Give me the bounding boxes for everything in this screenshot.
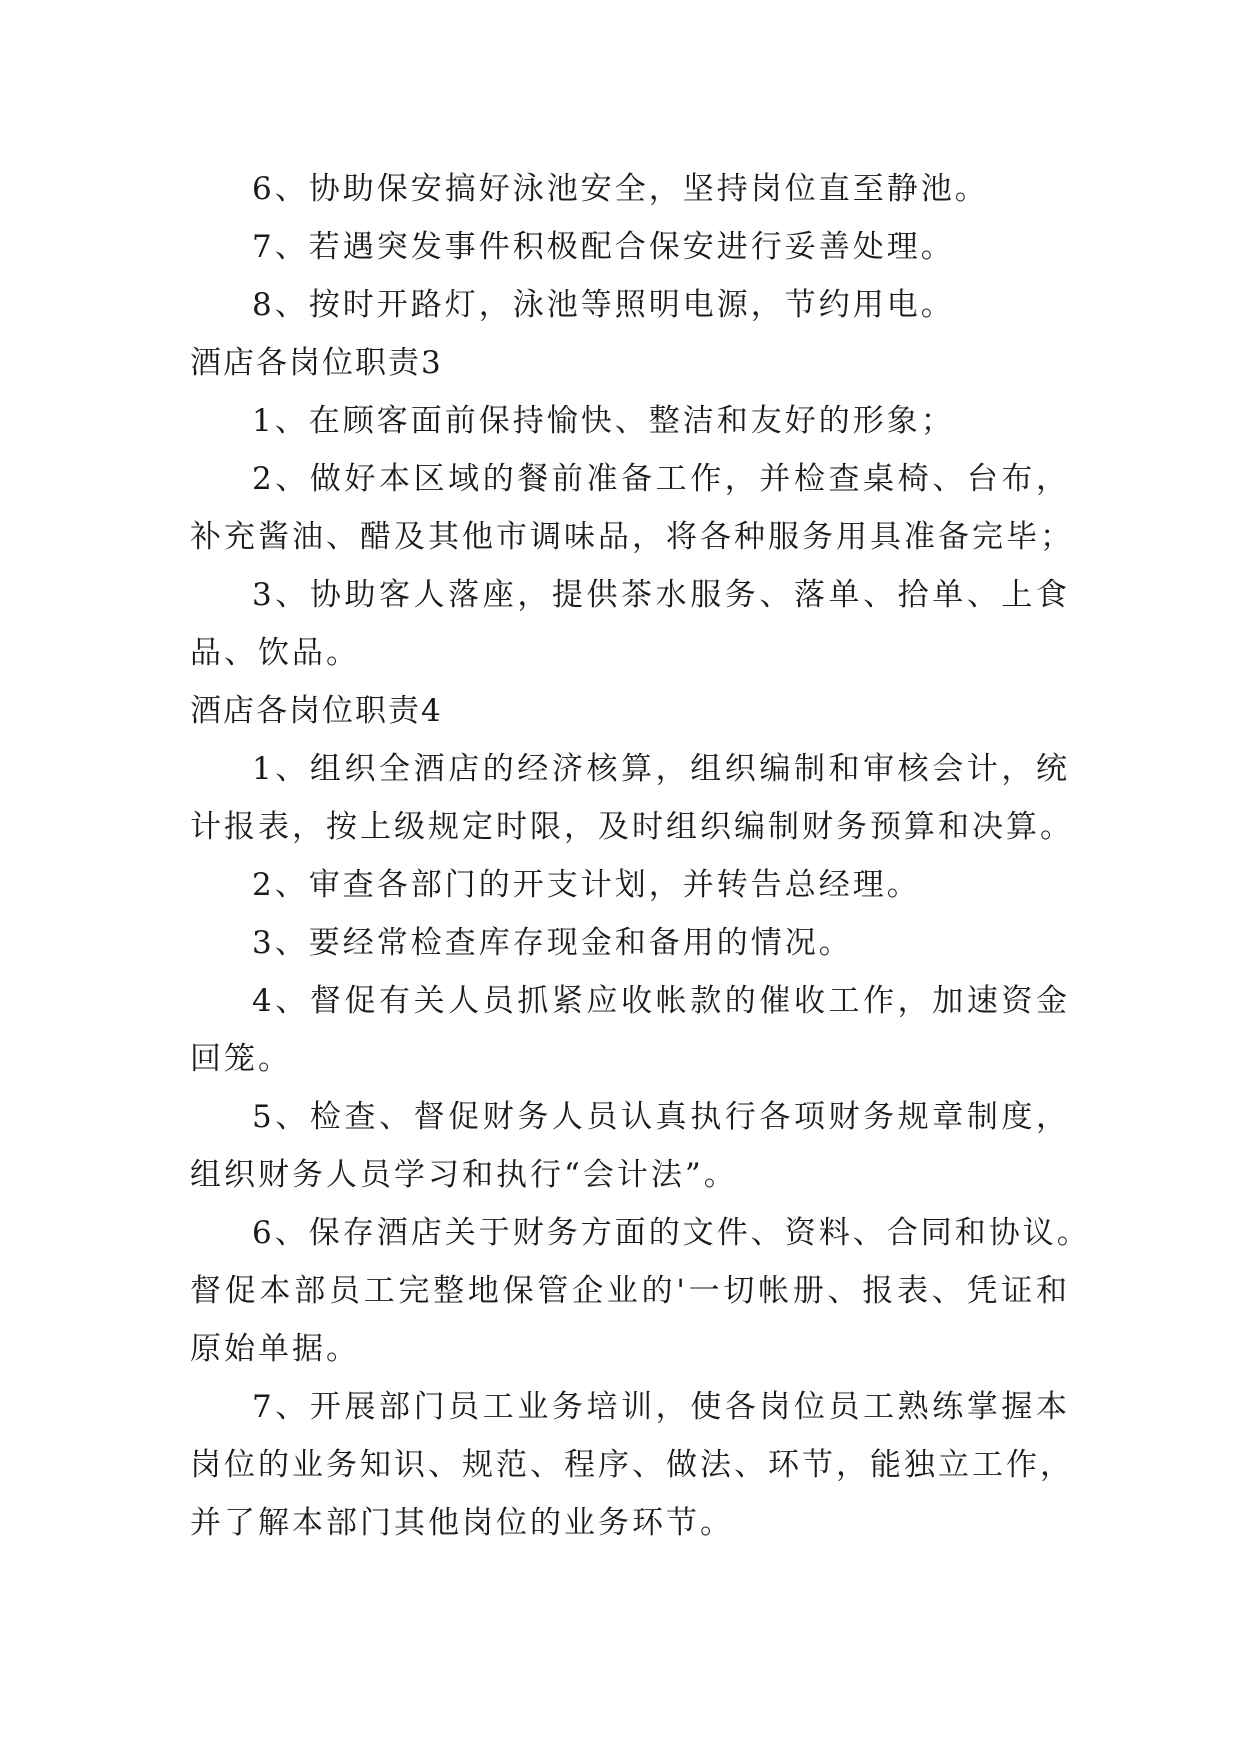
text-line: 7、若遇突发事件积极配合保安进行妥善处理。 <box>252 229 955 265</box>
text-line: 酒店各岗位职责4 <box>190 693 443 729</box>
text-line: 8、按时开路灯，泳池等照明电源，节约用电。 <box>252 287 955 323</box>
text-line: 1、组织全酒店的经济核算，组织编制和审核会计，统 <box>252 751 1070 787</box>
text-line: 3、协助客人落座，提供茶水服务、落单、拾单、上食 <box>252 577 1070 613</box>
text-line: 计报表，按上级规定时限，及时组织编制财务预算和决算。 <box>190 809 1074 845</box>
paragraph <box>190 856 1070 914</box>
paragraph <box>190 566 1070 682</box>
paragraph <box>190 218 1070 276</box>
text-line: 品、饮品。 <box>190 635 360 671</box>
paragraph <box>190 1204 1091 1378</box>
text-line: 6、保存酒店关于财务方面的文件、资料、合同和协议。 <box>252 1215 1091 1251</box>
text-line: 回笼。 <box>190 1041 292 1077</box>
section-heading <box>190 334 1070 392</box>
paragraph <box>190 972 1070 1088</box>
text-line: 7、开展部门员工业务培训，使各岗位员工熟练掌握本 <box>252 1389 1070 1425</box>
text-line: 补充酱油、醋及其他市调味品，将各种服务用具准备完毕； <box>190 519 1074 555</box>
paragraph <box>190 1378 1074 1552</box>
section-heading <box>190 682 1070 740</box>
text-line: 1、在顾客面前保持愉快、整洁和友好的形象； <box>252 403 955 439</box>
text-line: 督促本部员工完整地保管企业的'一切帐册、报表、凭证和 <box>190 1273 1070 1309</box>
text-line: 酒店各岗位职责3 <box>190 345 443 381</box>
text-line: 6、协助保安搞好泳池安全，坚持岗位直至静池。 <box>252 171 989 207</box>
text-line: 组织财务人员学习和执行“会计法”。 <box>190 1157 738 1193</box>
text-line: 4、督促有关人员抓紧应收帐款的催收工作，加速资金 <box>252 983 1070 1019</box>
paragraph <box>190 914 1070 972</box>
paragraph <box>190 1088 1070 1204</box>
paragraph <box>190 160 1070 218</box>
document-body <box>190 160 1091 1552</box>
text-line: 岗位的业务知识、规范、程序、做法、环节，能独立工作， <box>190 1447 1074 1483</box>
text-line: 2、审查各部门的开支计划，并转告总经理。 <box>252 867 921 903</box>
paragraph <box>190 740 1074 856</box>
paragraph <box>190 392 1070 450</box>
paragraph <box>190 276 1070 334</box>
paragraph <box>190 450 1074 566</box>
text-line: 5、检查、督促财务人员认真执行各项财务规章制度， <box>252 1099 1070 1135</box>
text-line: 2、做好本区域的餐前准备工作，并检查桌椅、台布， <box>252 461 1070 497</box>
text-line: 3、要经常检查库存现金和备用的情况。 <box>252 925 853 961</box>
text-line: 并了解本部门其他岗位的业务环节。 <box>190 1505 734 1541</box>
text-line: 原始单据。 <box>190 1331 360 1367</box>
